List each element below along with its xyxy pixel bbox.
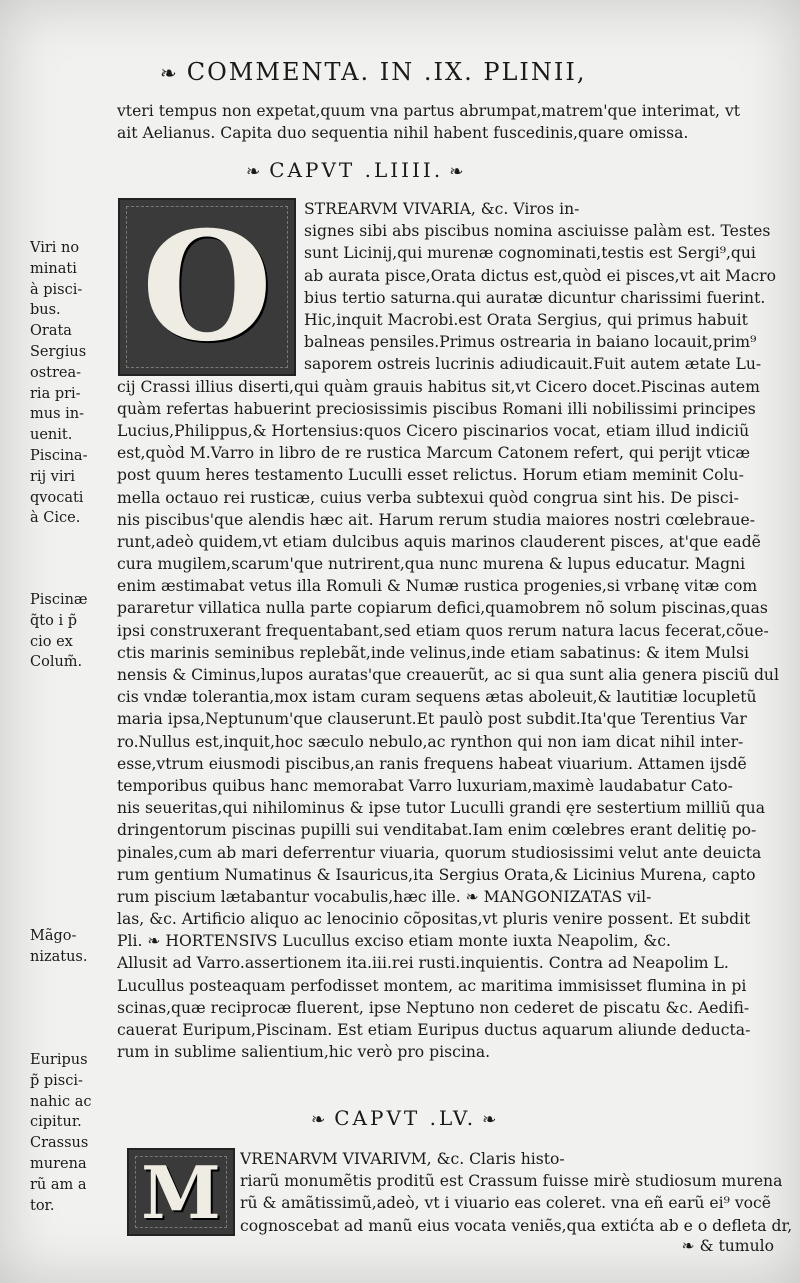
- marginal-line: Mãgo-: [30, 928, 77, 944]
- text-line: maria ipsa,Neptunum'que clauserunt.Et paulò post subdit.Ita'que Terentius Var: [117, 710, 747, 729]
- foliage-ornament: [135, 1156, 227, 1228]
- text-line: STREARVM VIVARIA, &c. Viros in-: [304, 200, 580, 218]
- text-line: ait Aelianus. Capita duo sequentia nihil habent fuscedinis,quare omissa.: [117, 124, 689, 143]
- marginal-line: Crassus: [30, 1135, 89, 1152]
- marginal-line: cipitur.: [30, 1114, 82, 1131]
- fleuron-icon: ❧: [311, 1110, 329, 1130]
- fleuron-icon: ❧: [246, 162, 264, 182]
- marginal-line: Piscinæ: [30, 592, 88, 608]
- chapter-heading-lv: [305, 1106, 505, 1130]
- text-line: mella octauo rei rusticæ, cuius verba subtexui quòd congrua sint his. De pisci-: [117, 488, 739, 507]
- text-line: ab aurata pisce,Orata dictus est,quòd ei pisces,vt ait Macro: [304, 266, 777, 285]
- marginal-line: Piscina-: [30, 447, 88, 464]
- text-line: ipsi construxerant frequentabant,sed etiam quos rerum natura lacus fecerat,cõue-: [117, 621, 769, 640]
- text-line: sunt Licinij,qui murenæ cognominati,testis est Sergi⁹,qui: [304, 244, 756, 263]
- text-line: riarũ monumẽtis proditũ est Crassum fuisse mirè studiosum murena: [240, 1172, 783, 1191]
- marginal-line: Colum̃.: [30, 654, 83, 671]
- marginal-line: murena: [30, 1155, 87, 1172]
- text-line: balneas pensiles.Primus ostrearia in baiano locauit,prim⁹: [304, 333, 757, 352]
- text-line: esse,vtrum eiusmodi piscibus,an ranis frequens habeat viuarium. Attamen ijsdẽ: [117, 754, 747, 773]
- text-line: Lucullus posteaquam perfodisset montem, ac maritima immisisset flumina in pi: [117, 976, 747, 995]
- text-line: dringentorum piscinas pupilli sui venditabat.Iam enim cœlebres erant delitię po-: [117, 821, 757, 840]
- text-line: est,quòd M.Varro in libro de re rustica Marcum Catonem refert, qui perijt vticæ: [117, 444, 750, 463]
- chapter-heading-liiii: [240, 158, 472, 182]
- text-line: pararetur villatica nulla parte copiarum defici,quamobrem nõ solum piscinas,quas: [117, 599, 768, 618]
- text-line: nis seueritas,qui nihilominus & ipse tutor Luculli grandi ęre sestertium milliũ qua: [117, 799, 765, 818]
- text-line: saporem ostreis lucrinis adiudicauit.Fuit autem ætate Lu-: [304, 355, 762, 374]
- marginal-line: rij viri: [30, 468, 76, 485]
- text-line: signes sibi abs piscibus nomina asciuisse palàm est. Testes: [304, 222, 771, 241]
- marginal-note: [30, 238, 114, 529]
- text-line: ro.Nullus est,inquit,hoc sæculo nebulo,ac rynthon qui non iam dicat nihil inter-: [117, 732, 744, 751]
- marginal-line: Viri no: [30, 240, 80, 256]
- chapter-label: CAPVT .LV.: [334, 1106, 477, 1130]
- text-line: Allusit ad Varro.assertionem ita.iii.rei rusti.inquientis. Contra ad Neapolim L.: [117, 954, 729, 973]
- initial-letter: O: [141, 199, 273, 375]
- text-line: rum piscium lætabantur vocabulis,hæc ille. ❧ MANGONIZATAS vil-: [117, 887, 652, 906]
- decorated-initial-o: [118, 198, 296, 376]
- text-line: VRENARVM VIVARIVM, &c. Claris histo-: [240, 1150, 565, 1168]
- text-line: enim æstimabat vetus illa Romuli & Numæ rustica progenies,si vrbanę vitæ com: [117, 577, 758, 596]
- marginal-line: nahic ac: [30, 1093, 92, 1110]
- text-line: Hic,inquit Macrobi.est Orata Sergius, qui primus habuit: [304, 310, 748, 329]
- catchword: ❧ & tumulo: [681, 1237, 774, 1255]
- marginal-note: [30, 1050, 114, 1216]
- text-line: cura mugilem,scarum'que nutrirent,qua nunc murena & lupus educatur. Magni: [117, 555, 746, 574]
- marginal-note: [30, 926, 114, 968]
- text-line: scinas,quæ reciprocæ fluerent, ipse Neptuno non cederet de piscatu &c. Aedifi-: [117, 998, 750, 1017]
- marginal-line: Euripus: [30, 1052, 88, 1068]
- running-head-title: COMMENTA. IN .IX. PLINII,: [186, 58, 587, 86]
- main-text: [117, 376, 792, 1064]
- fleuron-icon: ❧: [449, 162, 467, 182]
- text-beside-initial-m: [240, 1148, 792, 1237]
- marginal-line: rũ am a: [30, 1176, 87, 1193]
- text-line: rum in sublime salientium,hic verò pro piscina.: [117, 1043, 491, 1062]
- text-line: cognoscebat ad manũ eius vocata veniẽs,qua extićta ab e o defleta dr,: [240, 1216, 792, 1235]
- marginal-line: Sergius: [30, 343, 87, 360]
- text-line: Lucius,Philippus,& Hortensius:quos Cicero piscinarios vocat, etiam illud indiciũ: [117, 421, 750, 440]
- marginal-line: cio ex: [30, 633, 73, 650]
- decorated-initial-m: [127, 1148, 235, 1236]
- fleuron-icon: ❧: [482, 1110, 500, 1130]
- marginal-line: bus.: [30, 302, 61, 319]
- text-line: nis piscibus'que alendis hæc ait. Harum rerum studia maiores nostri cœlebraue-: [117, 510, 755, 529]
- marginal-line: minati: [30, 260, 77, 277]
- text-line: pinales,cum ab mari deferrentur viuaria, quorum studiosissimi velut ante deuicta: [117, 843, 762, 862]
- text-line: las, &c. Artificio aliquo ac lenocinio cõpositas,vt pluris venire possent. Et subdit: [117, 910, 751, 929]
- text-line: temporibus quibus hanc memorabat Varro luxuriam,maximè laudabatur Cato-: [117, 776, 733, 795]
- marginal-line: nizatus.: [30, 948, 88, 965]
- text-line: bius tertio saturna.qui auratæ dicuntur charissimi fuerint.: [304, 288, 766, 307]
- marginal-line: uenit.: [30, 427, 73, 444]
- text-line: rum gentium Numatinus & Isauricus,ita Sergius Orata,& Licinius Murena, capto: [117, 865, 756, 884]
- marginal-line: qvocati: [30, 489, 84, 506]
- foliage-ornament: [126, 206, 288, 368]
- text-line: ctis marinis seminibus replebãt,inde velinus,inde etiam sabatinus: & item Mulsi: [117, 643, 750, 662]
- marginal-line: mus in-: [30, 406, 85, 423]
- text-line: post quum heres testamento Luculli esset relictus. Horum etiam meminit Colu-: [117, 466, 744, 485]
- marginal-line: ria pri-: [30, 385, 81, 402]
- text-line: quàm refertas habuerint preciosissimis piscibus Romani illi nobilissimi principes: [117, 399, 756, 418]
- chapter-label: CAPVT .LIIII.: [269, 158, 444, 182]
- marginal-note: [30, 590, 114, 673]
- text-line: Pli. ❧ HORTENSIVS Lucullus exciso etiam monte iuxta Neapolim, &c.: [117, 932, 671, 951]
- text-line: cis vndæ tolerantia,mox istam curam sequens ætas aboleuit,& lautitiæ locupletũ: [117, 688, 757, 707]
- intro-text: [117, 100, 792, 144]
- text-line: cij Crassi illius diserti,qui quàm grauis habitus sit,vt Cicero docet.Piscinas autem: [117, 377, 760, 396]
- marginal-line: q̃to i p̃: [30, 612, 77, 629]
- text-line: rũ & amãtissimũ,adeò, vt i viuario eas coleret. vna eñ earũ ei⁹ vocẽ: [240, 1194, 771, 1213]
- marginal-line: à Cice.: [30, 510, 81, 527]
- running-head: [160, 58, 720, 86]
- text-line: nensis & Ciminus,lupos auratas'que creauerũt, ac si qua sunt alia genera pisciũ dul: [117, 666, 779, 685]
- marginal-line: à pisci-: [30, 281, 83, 298]
- fleuron-icon: ❧: [160, 61, 179, 85]
- text-line: cauerat Euripum,Piscinam. Est etiam Euripus ductus aquarum aliunde deducta-: [117, 1021, 751, 1040]
- marginal-line: p̃ pisci-: [30, 1072, 83, 1089]
- text-line: vteri tempus non expetat,quum vna partus abrumpat,matrem'que interimat, vt: [117, 102, 741, 120]
- marginal-line: ostrea-: [30, 364, 82, 381]
- marginal-line: Orata: [30, 323, 72, 340]
- initial-letter: M: [141, 1149, 221, 1235]
- text-beside-initial: [304, 198, 792, 376]
- text-line: runt,adeò quidem,vt etiam dulcibus aquis marinos clauderent pisces, at'que eadẽ: [117, 532, 761, 551]
- marginal-line: tor.: [30, 1197, 55, 1214]
